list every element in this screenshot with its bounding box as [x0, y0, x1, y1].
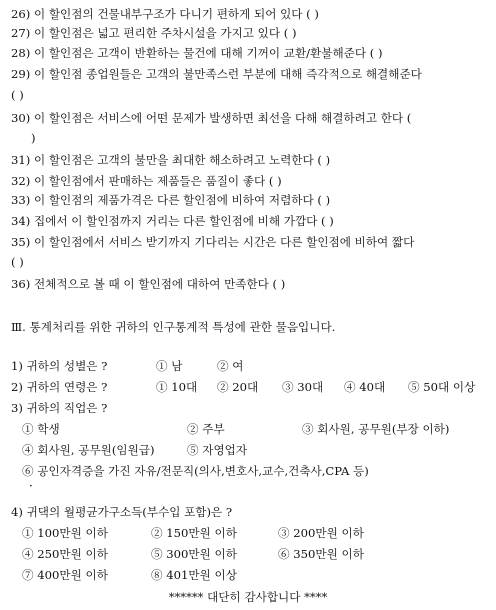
closing-thanks: ****** 대단히 감사합니다 ****: [168, 590, 328, 604]
q3-option-homemaker[interactable]: ② 주부: [187, 422, 225, 436]
survey-item-29-answer: ( ): [11, 88, 24, 102]
q3-option-self-employed[interactable]: ⑤ 자영업자: [187, 443, 248, 457]
survey-item-30-answer: ): [31, 131, 36, 145]
q2-option-30s[interactable]: ③ 30대: [282, 380, 324, 394]
survey-item-32: 32) 이 할인점에서 판매하는 제품들은 품질이 좋다 ( ): [11, 174, 282, 188]
q3-option-professional[interactable]: ⑥ 공인자격증을 가진 자유/전문직(의사,변호사,교수,건축사,CPA 등): [22, 464, 369, 478]
q2-option-50s-plus[interactable]: ⑤ 50대 이상: [408, 380, 476, 394]
q2-option-40s[interactable]: ④ 40대: [344, 380, 386, 394]
q4-option-150[interactable]: ② 150만원 이하: [151, 526, 237, 540]
q1-gender-label: 1) 귀하의 성별은 ?: [11, 359, 108, 373]
survey-item-31: 31) 이 할인점은 고객의 불만을 최대한 해소하려고 노력한다 ( ): [11, 153, 331, 167]
survey-item-30: 30) 이 할인점은 서비스에 어떤 문제가 발생하면 최선을 다해 해결하려고 한다 (: [11, 111, 412, 125]
survey-item-28: 28) 이 할인점은 고객이 반환하는 물건에 대해 기꺼이 교환/환불해준다 ( ): [11, 46, 383, 60]
q4-option-250[interactable]: ④ 250만원 이하: [22, 547, 108, 561]
survey-item-36: 36) 전체적으로 볼 때 이 할인점에 대하여 만족한다 ( ): [11, 277, 286, 291]
q2-option-10s[interactable]: ① 10대: [156, 380, 198, 394]
q1-option-male[interactable]: ① 남: [156, 359, 183, 373]
q4-option-200[interactable]: ③ 200만원 이하: [278, 526, 364, 540]
q3-job-label: 3) 귀하의 직업은 ?: [11, 401, 108, 415]
q4-option-100[interactable]: ① 100만원 이하: [22, 526, 108, 540]
survey-item-35: 35) 이 할인점에서 서비스 받기까지 기다리는 시간은 다른 할인점에 비하여 짧다: [11, 235, 415, 249]
survey-item-33: 33) 이 할인점의 제품가격은 다른 할인점에 비하여 저렴하다 ( ): [11, 193, 331, 207]
q3-option-executive[interactable]: ④ 회사원, 공무원(임원급): [22, 443, 155, 457]
survey-item-26: 26) 이 할인점의 건물내부구조가 다니기 편하게 되어 있다 ( ): [11, 7, 319, 21]
survey-item-34: 34) 집에서 이 할인점까지 거리는 다른 할인점에 비해 가깝다 ( ): [11, 214, 334, 228]
q4-option-401-plus[interactable]: ⑧ 401만원 이상: [151, 568, 237, 582]
survey-item-29: 29) 이 할인점 종업원들은 고객의 불만족스런 부분에 대해 즉각적으로 해결해준다: [11, 67, 422, 81]
q2-age-label: 2) 귀하의 연령은 ?: [11, 380, 108, 394]
q2-option-20s[interactable]: ② 20대: [217, 380, 259, 394]
section-3-title: Ⅲ. 통계처리를 위한 귀하의 인구통계적 특성에 관한 물음입니다.: [11, 320, 336, 334]
survey-item-27: 27) 이 할인점은 넓고 편리한 주차시설을 가지고 있다 ( ): [11, 26, 297, 40]
q4-option-350[interactable]: ⑥ 350만원 이하: [278, 547, 364, 561]
q1-option-female[interactable]: ② 여: [217, 359, 244, 373]
q3-option-student[interactable]: ① 학생: [22, 422, 60, 436]
q4-option-300[interactable]: ⑤ 300만원 이하: [151, 547, 237, 561]
q4-income-label: 4) 귀댁의 월평균가구소득(부수입 포함)은 ?: [11, 505, 233, 519]
stray-mark: ·: [29, 479, 33, 493]
survey-item-35-answer: ( ): [11, 255, 24, 269]
q4-option-400[interactable]: ⑦ 400만원 이하: [22, 568, 108, 582]
q3-option-employee[interactable]: ③ 회사원, 공무원(부장 이하): [302, 422, 450, 436]
